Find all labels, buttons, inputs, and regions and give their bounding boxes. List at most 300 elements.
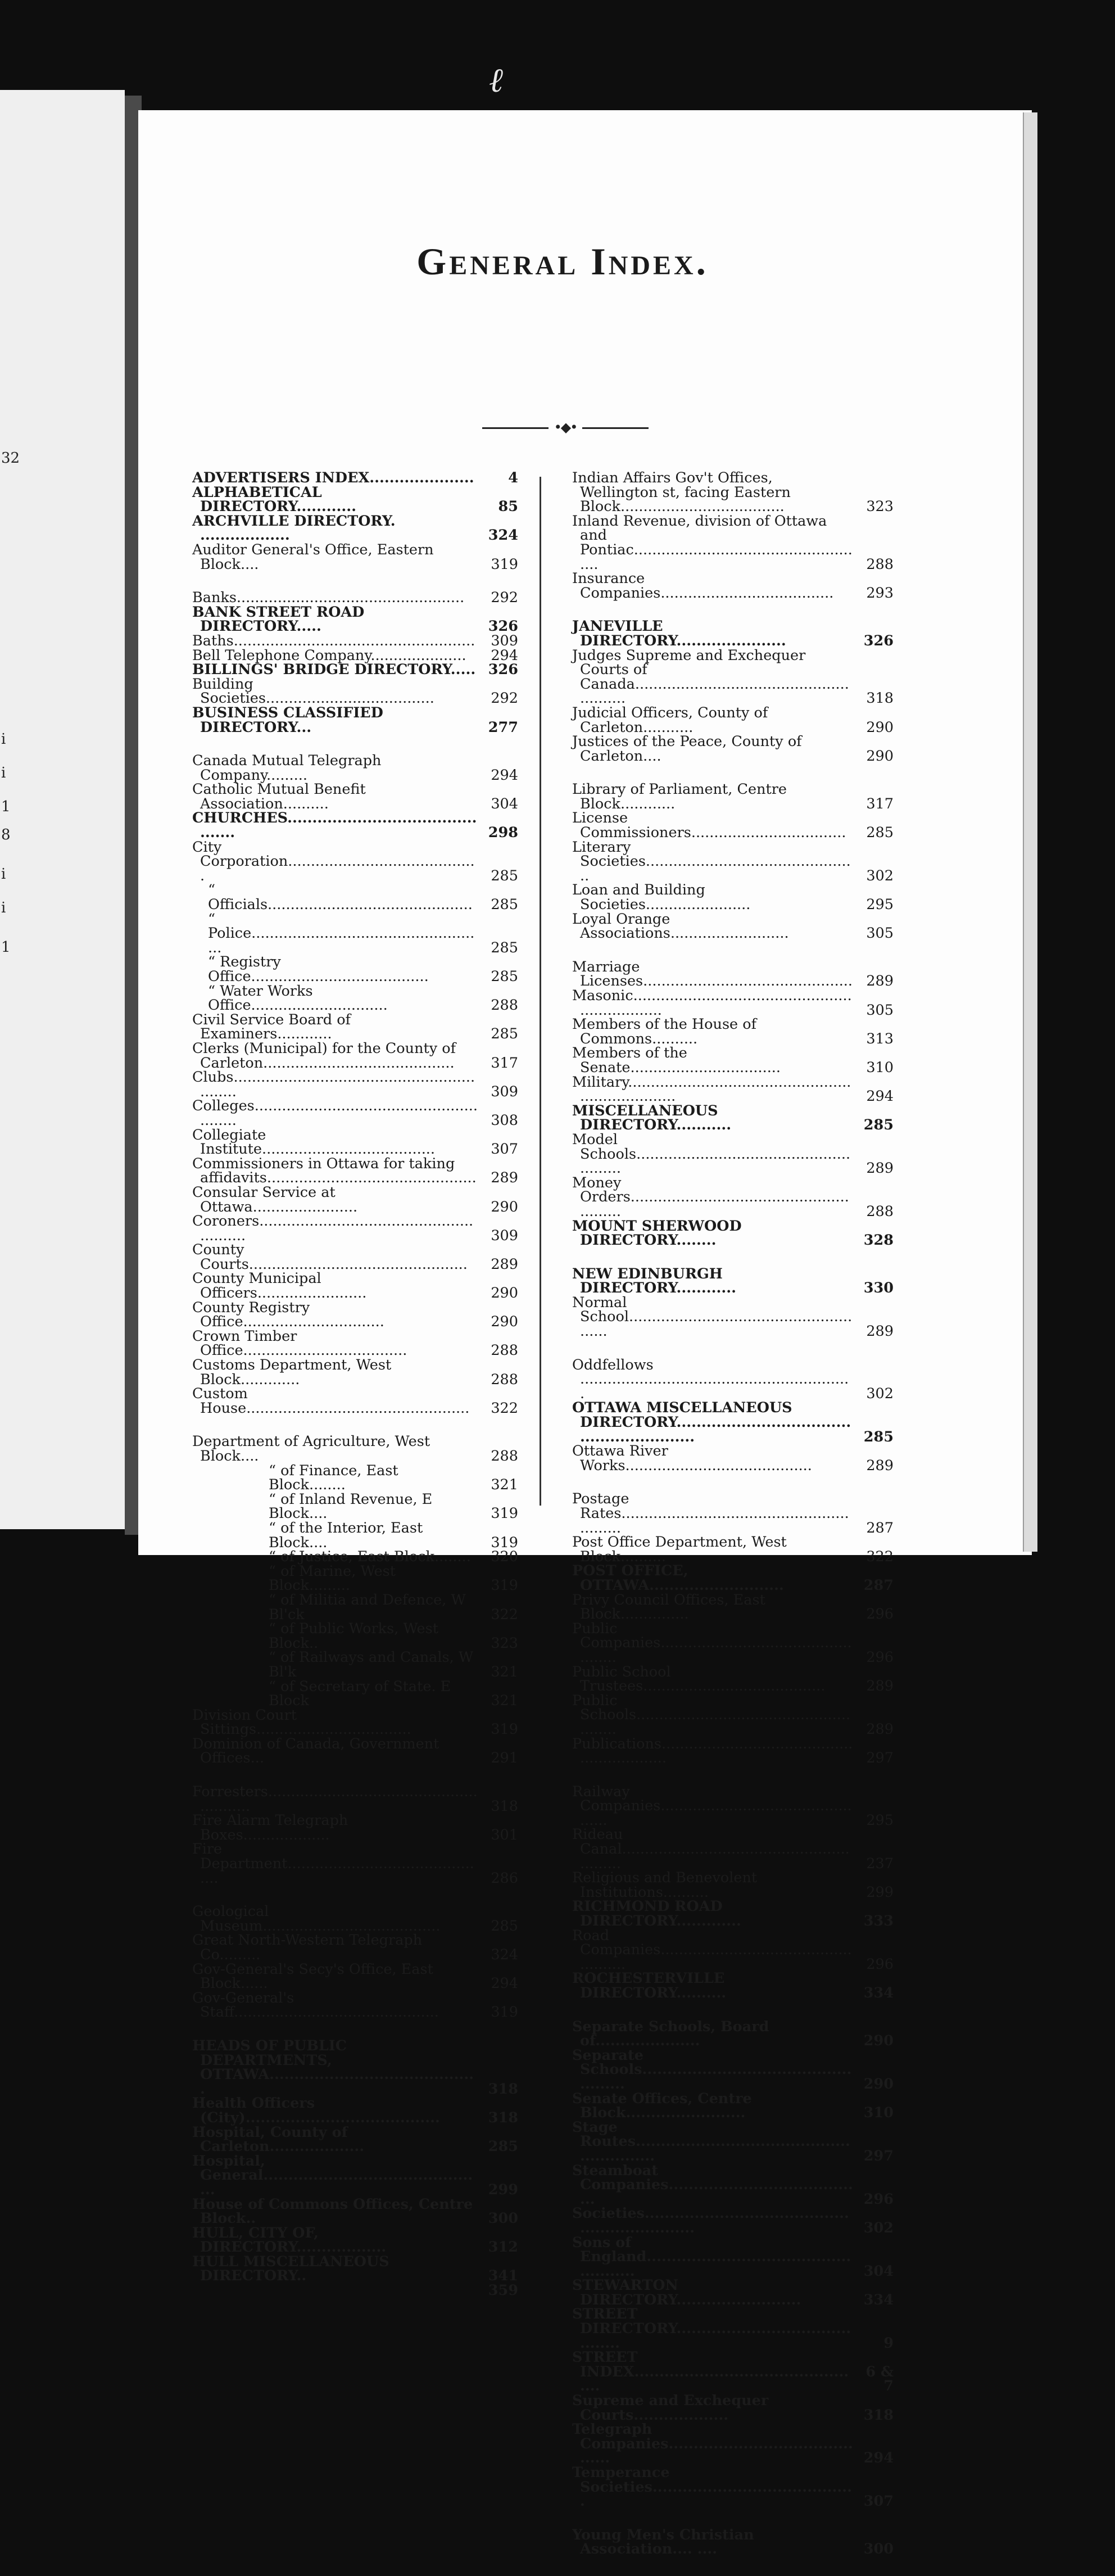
index-entry-label: Temperance Societies......................................... xyxy=(572,2464,853,2510)
facing-page-fragment: i xyxy=(1,866,6,883)
index-entry-label: Members of the House of Commons.......... xyxy=(572,1016,757,1047)
index-entry xyxy=(572,1535,894,1564)
index-entry-page: 318 xyxy=(866,690,894,707)
index-entry xyxy=(572,2528,894,2557)
index-entry xyxy=(192,1651,518,1679)
index-entry xyxy=(572,1296,894,1339)
index-entry-label: Model Schools........................................................ xyxy=(572,1131,851,1177)
index-entry-page: 4 xyxy=(508,469,518,486)
index-entry xyxy=(192,1991,518,2020)
index-entry-label: Fire Alarm Telegraph Boxes................... xyxy=(192,1812,348,1843)
index-entry-page: 288 xyxy=(491,1371,518,1388)
index-entry xyxy=(572,1104,894,1133)
index-entry xyxy=(192,1933,518,1962)
index-entry xyxy=(572,2118,894,2164)
index-entry-page: 297 xyxy=(866,1750,894,1767)
index-entry-page: 291 xyxy=(491,1750,518,1767)
index-entry xyxy=(572,2423,894,2466)
index-entry-page: 285 xyxy=(863,1117,894,1134)
index-entry-label: Publications............................................................. xyxy=(572,1735,853,1767)
index-entry-label: Hospital, General............................................. xyxy=(192,2152,473,2198)
index-entry xyxy=(192,1464,518,1493)
facing-page-fragment: i xyxy=(1,731,6,748)
index-entry-page: 310 xyxy=(863,2104,894,2122)
index-entry xyxy=(192,1622,518,1651)
index-entry-label: Postage Rates........................................................... xyxy=(572,1490,849,1536)
index-entry-page: 317 xyxy=(491,1054,518,1072)
index-group xyxy=(192,2039,518,2298)
index-entry xyxy=(572,1737,894,1766)
index-entry xyxy=(192,754,518,783)
index-entry xyxy=(572,1018,894,1046)
index-entry-label: Inland Revenue, division of Ottawa and Pontiac.................................................... xyxy=(572,512,853,573)
index-entry-page: 319 xyxy=(491,1534,518,1551)
index-entry-page: 312 xyxy=(488,2239,518,2256)
index-entry-page: 287 xyxy=(866,1519,894,1536)
index-entry-page: 300 xyxy=(863,2541,894,2558)
index-entry-label: Senate Offices, Centre Block........................ xyxy=(572,2090,752,2122)
index-entry xyxy=(572,2279,894,2307)
index-entry-label: HULL, CITY OF, DIRECTORY.................. xyxy=(192,2224,387,2256)
index-entry xyxy=(572,1401,894,1444)
index-entry xyxy=(192,2039,518,2096)
index-entry-label: Religious and Benevolent Institutions.......... xyxy=(572,1869,758,1901)
index-entry-label: Railway Companies................................................ xyxy=(572,1783,852,1829)
index-entry-page: 304 xyxy=(863,2262,894,2280)
index-entry xyxy=(192,1737,518,1766)
index-entry xyxy=(192,706,518,735)
index-entry-page: 319 xyxy=(491,555,518,573)
index-entry-page: 299 xyxy=(488,2181,518,2198)
index-entry-label: HEADS OF PUBLIC DEPARTMENTS, OTTAWA.......................................... xyxy=(192,2037,474,2098)
index-group xyxy=(572,960,894,1248)
index-entry-page: 296 xyxy=(866,1955,894,1973)
index-entry-page: 285 xyxy=(491,1025,518,1043)
index-entry-label: BILLINGS' BRIDGE DIRECTORY..... xyxy=(192,661,476,679)
index-entry-page: 289 xyxy=(866,1678,894,1695)
index-entry-page: 322 xyxy=(491,1399,518,1417)
index-entry xyxy=(572,811,894,840)
index-entry-label: ROCHESTERVILLE DIRECTORY.......... xyxy=(572,1970,727,2001)
facing-page-fragment: 32 xyxy=(1,450,20,467)
index-entry xyxy=(572,2092,894,2121)
index-entry xyxy=(192,514,518,543)
index-entry-page: 285 xyxy=(863,1428,894,1445)
index-entry-page: 319 xyxy=(491,1721,518,1738)
index-entry-page: 288 xyxy=(866,555,894,573)
index-entry-label: ALPHABETICAL DIRECTORY............ xyxy=(192,483,357,516)
index-entry xyxy=(572,1358,894,1402)
index-entry xyxy=(572,649,894,706)
index-entry-page: 296 xyxy=(863,2190,894,2208)
index-entry-page: 330 xyxy=(863,1280,894,1297)
index-group xyxy=(572,1267,894,1339)
index-entry-label: Young Men's Christian Association.... .... xyxy=(572,2526,754,2558)
index-entry-label: Loyal Orange Associations.......................... xyxy=(572,910,789,942)
index-entry xyxy=(192,1814,518,1842)
index-entry-label: Crown Timber Office.................................... xyxy=(192,1327,407,1359)
index-entry xyxy=(572,1972,894,2000)
index-entry xyxy=(572,2046,894,2093)
index-entry-label: Stage Routes.......................................................... xyxy=(572,2118,850,2164)
index-entry xyxy=(192,2195,518,2227)
index-entry-label: Custom House................................................. xyxy=(192,1385,470,1417)
index-entry-label: POST OFFICE, OTTAWA........................... xyxy=(572,1562,784,1594)
index-entry-page: 299 xyxy=(866,1883,894,1901)
index-entry-page: 85 xyxy=(498,498,518,516)
index-entry xyxy=(572,1929,894,1972)
index-entry-label: Gov-General's Staff............................................. xyxy=(192,1989,439,2021)
index-entry xyxy=(192,1042,518,1070)
index-entry-page: 318 xyxy=(491,1797,518,1815)
title-ornament-icon: •◆• xyxy=(482,424,649,432)
index-entry xyxy=(192,2123,518,2155)
index-entry-label: Insurance Companies...................................... xyxy=(572,570,834,602)
index-entry-label: JANEVILLE DIRECTORY...................... xyxy=(572,618,786,649)
index-entry-page: 294 xyxy=(491,647,518,664)
index-entry-label: County Courts................................................ xyxy=(192,1241,468,1273)
index-entry xyxy=(572,1871,894,1900)
index-entry-label: Health Officers (City)....................................... xyxy=(192,2095,440,2126)
index-entry-page: 285 xyxy=(491,1917,518,1935)
facing-page-fragment: 1 xyxy=(1,939,11,956)
index-group xyxy=(192,754,518,1416)
index-entry-page: 285 xyxy=(488,2138,518,2155)
index-entry-page: 333 xyxy=(863,1913,894,1930)
index-entry-page: 296 xyxy=(866,1606,894,1623)
index-entry-label: Societies................................................................ xyxy=(572,2205,849,2236)
index-entry-page: 302 xyxy=(866,867,894,884)
index-entry xyxy=(192,811,518,840)
index-entry-label: ARCHVILLE DIRECTORY. .................. xyxy=(192,512,396,544)
index-entry-page: 322 xyxy=(491,1606,518,1623)
index-entry-page: 305 xyxy=(866,925,894,942)
index-entry-label: Loan and Building Societies....................... xyxy=(572,882,751,914)
index-entry-label: MOUNT SHERWOOD DIRECTORY........ xyxy=(572,1217,742,1249)
index-entry-label: Post Office Department, West Block.......... xyxy=(572,1534,787,1565)
index-entry-page: 324 xyxy=(491,1946,518,1963)
index-entry-page: 290 xyxy=(491,1285,518,1302)
index-entry xyxy=(572,912,894,941)
index-entry-page: 293 xyxy=(866,584,894,602)
index-entry-page: 318 xyxy=(488,2080,518,2098)
index-entry xyxy=(192,1842,518,1886)
index-entry-label: Building Societies..................................... xyxy=(192,675,434,707)
index-entry-page: 307 xyxy=(863,2493,894,2510)
index-entry-page: 297 xyxy=(863,2147,894,2164)
index-entry-label: Indian Affairs Gov't Offices, Wellington st, facing Eastern Block.................................... xyxy=(572,469,791,516)
index-entry-page: 326 xyxy=(488,661,518,679)
index-entry-page: 322 xyxy=(866,1548,894,1565)
index-entry xyxy=(192,1099,518,1128)
index-entry xyxy=(572,1665,894,1694)
index-entry-page: 290 xyxy=(491,1198,518,1215)
index-entry-page: 326 xyxy=(488,618,518,635)
pencil-mark-icon: ℓ xyxy=(489,61,503,100)
index-entry xyxy=(572,471,894,514)
index-group xyxy=(572,2020,894,2509)
index-entry-label: Bell Telephone Company..................... xyxy=(192,647,466,664)
index-entry xyxy=(192,1785,518,1814)
index-entry-label: OTTAWA MISCELLANEOUS DIRECTORY.......................................................... xyxy=(572,1399,851,1445)
index-entry-label: “ of Railways and Canals, W Bl'k xyxy=(269,1649,474,1680)
index-entry xyxy=(192,1490,518,1522)
index-entry-label: Separate Schools................................................... xyxy=(572,2046,852,2093)
index-entry-page: 289 xyxy=(866,1323,894,1340)
index-entry-label: “ Police.................................................... xyxy=(208,910,475,956)
index-entry-label: Forresters......................................................... xyxy=(192,1783,478,1815)
index-entry-page: 294 xyxy=(491,1975,518,1992)
index-entry-page: 309 xyxy=(491,1083,518,1100)
index-entry xyxy=(572,1492,894,1535)
index-entry xyxy=(192,1387,518,1416)
index-entry-label: Clubs............................................................. xyxy=(192,1069,475,1100)
index-entry-label: Department of Agriculture, West Block.... xyxy=(192,1433,430,1465)
index-entry-page: 321 xyxy=(491,1476,518,1494)
index-entry xyxy=(192,2154,518,2198)
index-entry-page: 290 xyxy=(491,1313,518,1331)
index-entry xyxy=(572,572,894,600)
index-entry-label: Supreme and Exchequer Courts................... xyxy=(572,2392,769,2424)
index-entry-page: 323 xyxy=(866,498,894,516)
index-entry-page: 319 xyxy=(491,2004,518,2021)
column-divider xyxy=(540,477,541,1506)
index-entry-page: 324 xyxy=(488,527,518,544)
page-edge xyxy=(1023,112,1037,1552)
index-entry xyxy=(572,1622,894,1665)
index-entry xyxy=(192,1183,518,1215)
index-entry xyxy=(192,1013,518,1042)
index-entry xyxy=(572,2394,894,2423)
index-entry-label: Normal School....................................................... xyxy=(572,1294,853,1340)
index-entry-page: 321 xyxy=(491,1692,518,1710)
index-entry-label: Great North-Western Telegraph Co......... xyxy=(192,1932,423,1963)
index-entry xyxy=(192,663,518,677)
index-entry-page: 318 xyxy=(863,2406,894,2424)
index-entry xyxy=(572,706,894,735)
index-entry-page: 292 xyxy=(491,690,518,707)
index-entry-page: 302 xyxy=(866,1385,894,1402)
index-entry-label: Oddfellows ............................................................ xyxy=(572,1356,849,1402)
index-entry-label: “ of Justice, East Block........ xyxy=(269,1548,471,1566)
index-entry-label: “ of the Interior, East Block.... xyxy=(269,1519,423,1551)
index-entry-page: 319 xyxy=(491,1505,518,1522)
index-entry-label: “ Officials............................................. xyxy=(208,882,473,914)
index-entry-label: Military...................................................................... xyxy=(572,1073,851,1105)
index-entry-page: 318 xyxy=(488,2109,518,2126)
index-entry xyxy=(572,1828,894,1871)
index-entry xyxy=(572,735,894,763)
index-entry-label: Judicial Officers, County of Carleton........... xyxy=(572,704,768,736)
index-entry xyxy=(192,1593,518,1622)
index-entry xyxy=(572,514,894,572)
index-entry-label: Privy Council Offices, East Block............... xyxy=(572,1591,765,1623)
index-entry-page: 285 xyxy=(491,968,518,985)
index-entry-page: 295 xyxy=(866,1811,894,1829)
index-entry xyxy=(572,1564,894,1593)
facing-page-fragment: i xyxy=(1,900,6,916)
index-entry-label: Geological Museum....................................... xyxy=(192,1903,441,1935)
index-entry-label: “ Water Works Office.............................. xyxy=(208,982,388,1014)
index-entry-label: Coroners......................................................... xyxy=(192,1213,474,1244)
index-entry-label: Separate Schools, Board of..................... xyxy=(572,2018,769,2050)
index-entry-label: Consular Service at Ottawa....................... xyxy=(192,1183,358,1215)
index-entry-label: STREET INDEX............................................... xyxy=(572,2349,849,2395)
index-entry-page: 289 xyxy=(866,1457,894,1474)
index-entry xyxy=(192,677,518,706)
index-entry xyxy=(192,1214,518,1243)
index-entry xyxy=(572,2351,894,2394)
index-entry-label: Literary Societies............................................... xyxy=(572,838,851,884)
index-entry-label: Civil Service Board of Examiners............ xyxy=(192,1011,351,1043)
index-entry xyxy=(192,2096,518,2125)
index-entry-page: 289 xyxy=(491,1169,518,1187)
index-entry xyxy=(192,984,518,1013)
index-entry-page: 326 xyxy=(863,632,894,649)
facing-page-fragment: 8 xyxy=(1,826,11,843)
index-entry xyxy=(192,1243,518,1272)
index-entry-page: 298 xyxy=(488,824,518,842)
index-group xyxy=(192,1435,518,1766)
index-group xyxy=(572,1785,894,2001)
index-entry-page: 302 xyxy=(863,2219,894,2236)
index-entry-label: “ of Militia and Defence, W Bl'ck xyxy=(269,1591,466,1623)
index-entry-page: 323 xyxy=(491,1634,518,1652)
index-entry-label: Public School Trustees........................................ xyxy=(572,1663,826,1695)
index-entry xyxy=(572,1176,894,1219)
index-entry-page: 308 xyxy=(491,1111,518,1129)
index-entry xyxy=(572,1133,894,1176)
index-entry-label: Marriage Licenses.............................................. xyxy=(572,958,853,990)
index-entry-page: 301 xyxy=(491,1826,518,1843)
index-entry-label: Ottawa River Works......................................... xyxy=(572,1443,812,1474)
index-entry-page: 288 xyxy=(491,997,518,1014)
index-entry-label: Road Companies.................................................... xyxy=(572,1927,852,1973)
index-entry xyxy=(572,1267,894,1296)
index-entry xyxy=(192,912,518,956)
index-entry xyxy=(572,883,894,912)
index-entry xyxy=(192,1128,518,1157)
index-entry xyxy=(572,960,894,989)
index-entry-page: 300 xyxy=(488,2210,518,2227)
index-entry-page: 289 xyxy=(866,1720,894,1738)
index-entry xyxy=(572,1075,894,1104)
index-entry-label: Commissioners in Ottawa for taking affidavits.............................................. xyxy=(192,1155,477,1187)
index-entry xyxy=(192,840,518,884)
index-entry-label: Sons of England.................................................... xyxy=(572,2234,851,2280)
index-entry-page: 286 xyxy=(491,1869,518,1887)
index-entry-label: House of Commons Offices, Centre Block.. xyxy=(192,2195,473,2227)
index-group xyxy=(192,471,518,572)
index-entry xyxy=(192,605,518,634)
index-entry-label: Masonic.................................................................. xyxy=(572,987,852,1019)
index-entry-label: Colleges......................................................... xyxy=(192,1097,478,1129)
index-entry-page: 237 xyxy=(866,1855,894,1872)
index-entry-label: “ of Public Works, West Block.. xyxy=(269,1620,438,1652)
index-entry-page: 290 xyxy=(866,718,894,736)
index-entry-label: Collegiate Institute...................................... xyxy=(192,1126,436,1158)
index-entry-trailing-page xyxy=(192,2284,518,2298)
index-entry-label: RICHMOND ROAD DIRECTORY............. xyxy=(572,1898,741,1930)
index-entry-page: 277 xyxy=(488,718,518,736)
index-entry xyxy=(572,620,894,648)
index-entry-label: Library of Parliament, Centre Block............ xyxy=(572,781,787,812)
index-entry xyxy=(192,883,518,912)
index-entry-label: STEWARTON DIRECTORY......................... xyxy=(572,2277,801,2308)
index-group xyxy=(572,2528,894,2557)
index-entry-label: “ of Marine, West Block......... xyxy=(269,1562,396,1594)
index-entry xyxy=(572,783,894,811)
index-entry xyxy=(192,471,518,486)
index-entry-label: Canada Mutual Telegraph Company......... xyxy=(192,752,382,784)
index-entry-page: 321 xyxy=(491,1663,518,1680)
index-entry-label: Catholic Mutual Benefit Association.......... xyxy=(192,781,366,812)
index-group xyxy=(192,591,518,735)
index-entry xyxy=(192,1070,518,1099)
index-group xyxy=(192,1905,518,2020)
index-entry xyxy=(572,2020,894,2049)
index-entry-page: 287 xyxy=(863,1576,894,1594)
index-entry-label: Public Schools....................................................... xyxy=(572,1692,851,1738)
index-entry xyxy=(192,591,518,605)
index-entry xyxy=(192,955,518,984)
index-entry-page: 288 xyxy=(491,1342,518,1359)
index-group xyxy=(572,1358,894,1474)
index-entry-page: 285 xyxy=(491,867,518,884)
index-entry xyxy=(192,1272,518,1300)
index-entry-page: 290 xyxy=(863,2075,894,2093)
index-entry-label: Members of the Senate................................. xyxy=(572,1045,781,1076)
index-entry-label: MISCELLANEOUS DIRECTORY........... xyxy=(572,1102,732,1134)
index-entry xyxy=(572,2207,894,2235)
index-entry xyxy=(572,1046,894,1075)
index-entry-label: BUSINESS CLASSIFIED DIRECTORY... xyxy=(192,704,383,736)
index-entry-page: 328 xyxy=(863,1232,894,1249)
index-entry xyxy=(572,1900,894,1928)
index-entry-page: 285 xyxy=(866,824,894,842)
index-entry-page: 309 xyxy=(491,1227,518,1244)
index-group xyxy=(572,620,894,763)
index-entry-label: NEW EDINBURGH DIRECTORY............ xyxy=(572,1265,737,1297)
index-entry-page: 289 xyxy=(491,1255,518,1273)
index-entry xyxy=(192,1301,518,1330)
index-entry xyxy=(192,1960,518,1992)
index-entry-page: 317 xyxy=(866,795,894,812)
index-entry-label: Auditor General's Office, Eastern Block.... xyxy=(192,541,434,573)
index-entry xyxy=(572,2307,894,2351)
index-entry-page: 334 xyxy=(863,2291,894,2308)
index-entry xyxy=(192,1157,518,1186)
index-entry-page: 289 xyxy=(866,973,894,990)
index-entry-page: 290 xyxy=(863,2032,894,2050)
index-entry xyxy=(572,1219,894,1248)
facing-page-fragment: 1 xyxy=(1,798,11,815)
index-entry xyxy=(192,1521,518,1550)
index-entry xyxy=(192,1680,518,1709)
index-entry xyxy=(192,1358,518,1387)
index-column-right xyxy=(572,471,894,2576)
index-entry xyxy=(572,1785,894,1828)
index-entry-label: STREET DIRECTORY........................................... xyxy=(572,2306,851,2352)
index-entry-label: CHURCHES............................................. xyxy=(192,810,477,842)
page-title: General Index. xyxy=(416,239,709,283)
index-entry-label: Public Companies.................................................. xyxy=(572,1620,852,1666)
index-entry-page: 294 xyxy=(863,2450,894,2467)
index-entry-page: 288 xyxy=(866,1203,894,1220)
index-entry-label: Division Court Sittings.................................. xyxy=(192,1706,411,1738)
index-entry xyxy=(192,634,518,649)
index-entry xyxy=(192,1706,518,1738)
